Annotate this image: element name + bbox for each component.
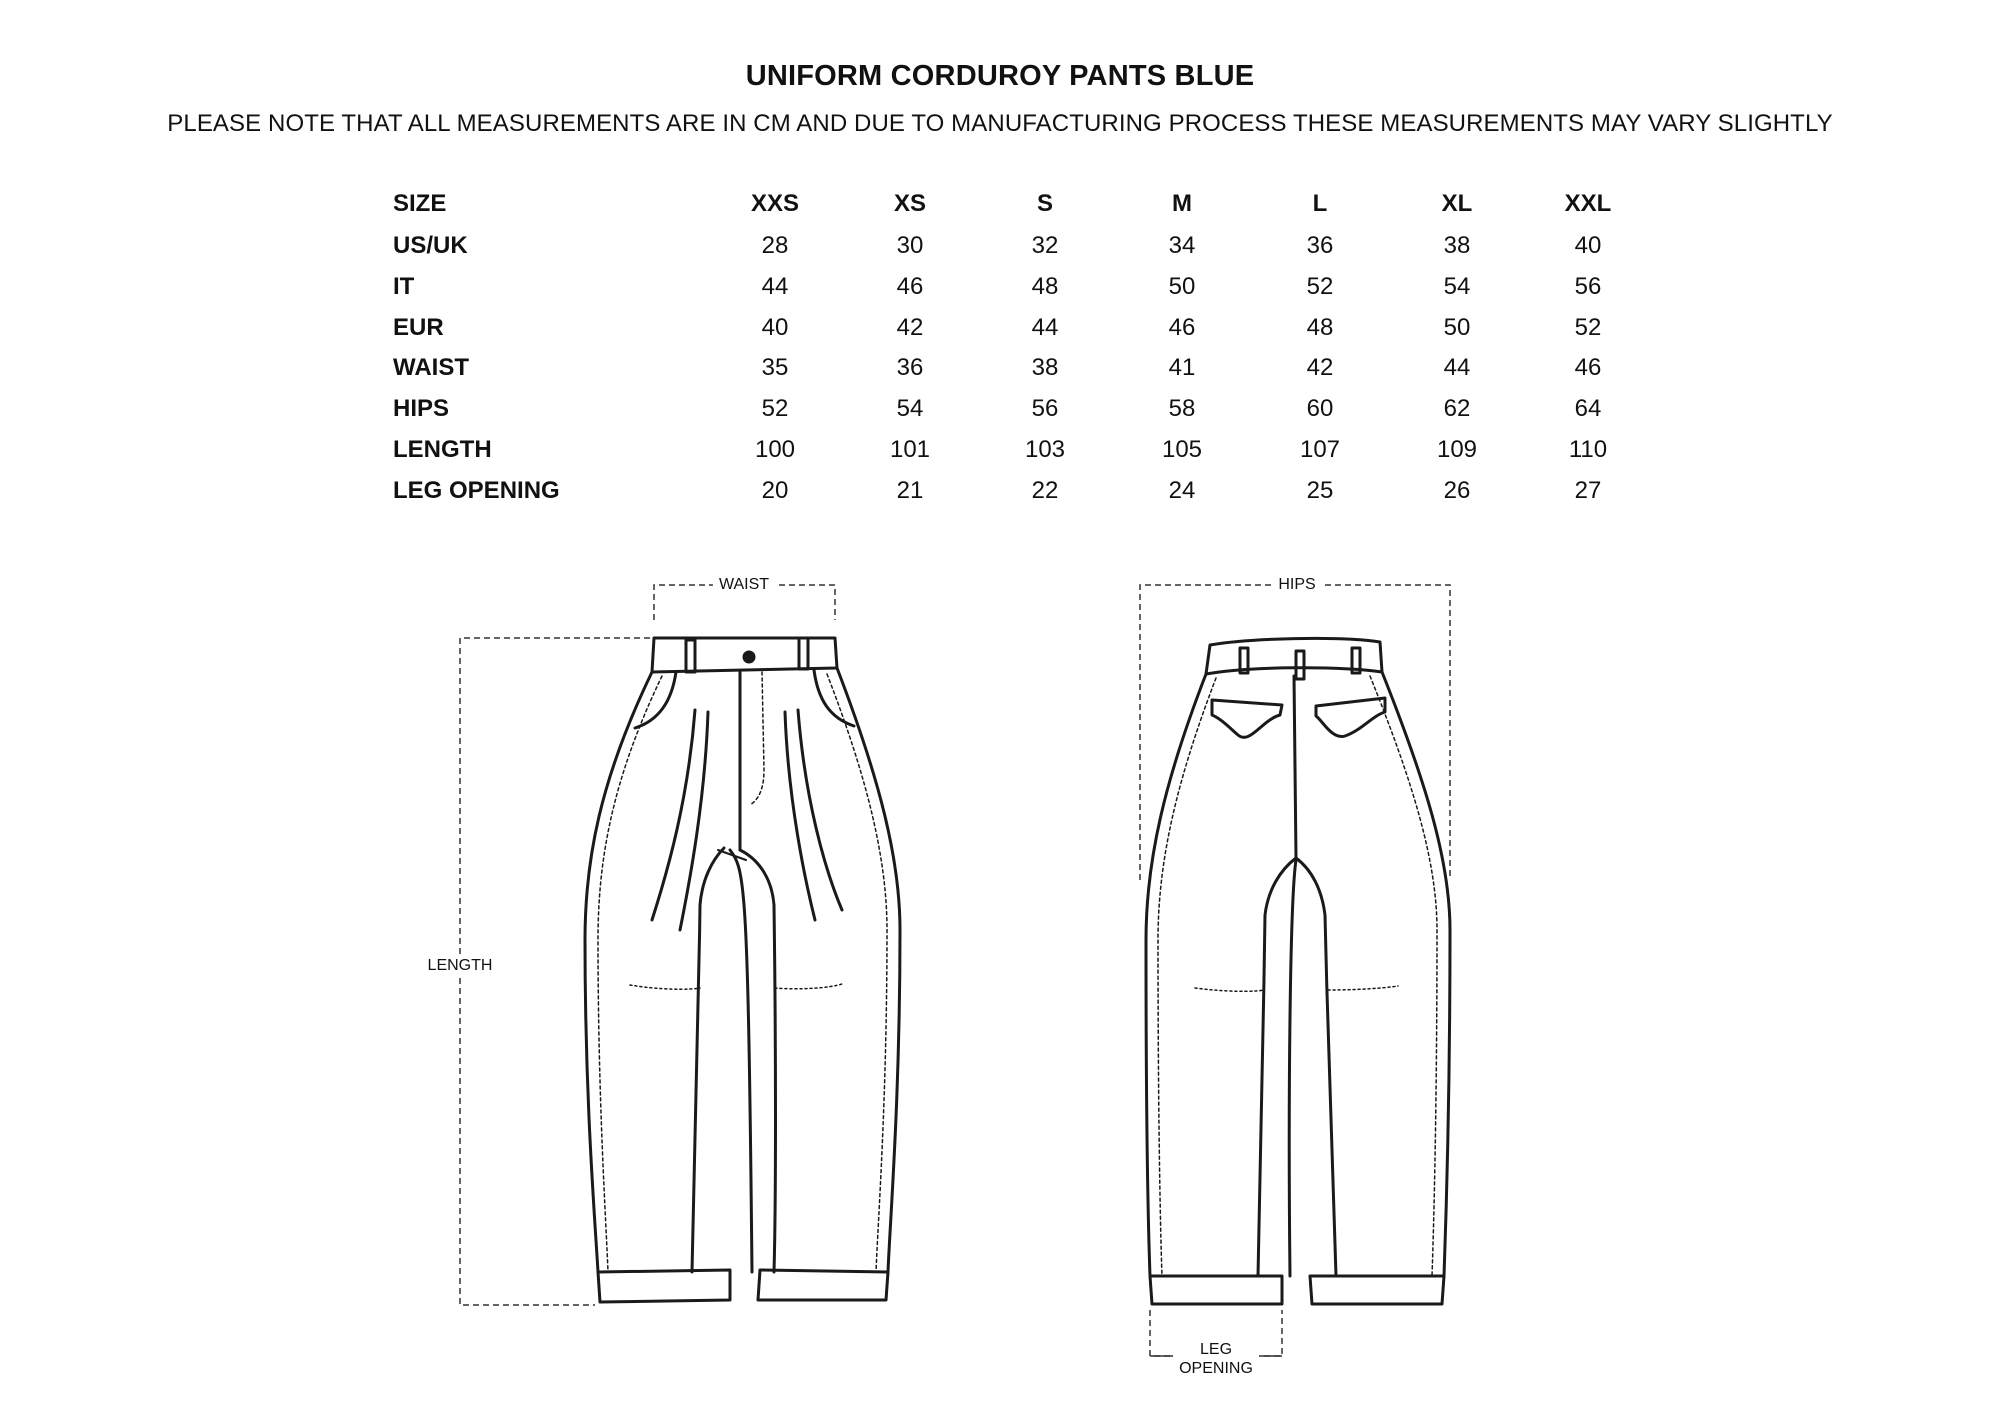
measurement-row-label: LEG OPENING (393, 476, 560, 504)
measurement-row-label: IT (393, 272, 415, 300)
dimension-lines (460, 585, 1450, 1356)
front-pants-drawing (585, 638, 900, 1302)
size-column-header: L (1312, 190, 1328, 217)
measurement-value: 44 (1031, 313, 1059, 341)
measurement-value: 24 (1168, 476, 1196, 504)
measurement-value: 103 (1024, 436, 1066, 463)
waist-dimension-label: WAIST (713, 575, 775, 594)
measurement-value: 30 (896, 232, 924, 259)
measurement-value: 110 (1568, 436, 1608, 463)
size-column-header: M (1172, 190, 1192, 217)
measurement-value: 32 (1031, 232, 1059, 259)
leg-opening-label-line2: OPENING (1179, 1360, 1253, 1377)
measurement-value: 40 (761, 313, 789, 341)
measurement-value: 64 (1574, 395, 1602, 423)
measurement-value: 105 (1161, 436, 1203, 463)
back-pants-drawing (1146, 638, 1450, 1304)
measurement-value: 56 (1031, 395, 1059, 423)
measurement-value: 34 (1168, 232, 1196, 259)
measurement-value: 36 (896, 354, 924, 382)
measurement-value: 50 (1443, 313, 1471, 341)
measurement-value: 40 (1574, 232, 1602, 259)
measurement-value: 107 (1299, 436, 1341, 463)
measurement-value: 22 (1031, 476, 1059, 504)
measurement-value: 27 (1574, 476, 1602, 504)
measurement-row-label: EUR (393, 313, 444, 341)
measurement-value: 56 (1574, 272, 1602, 300)
measurement-row-label: WAIST (393, 354, 469, 382)
measurement-value: 60 (1306, 395, 1334, 423)
measurement-value: 48 (1306, 313, 1334, 341)
measurement-value: 44 (1443, 354, 1471, 382)
measurement-value: 36 (1306, 232, 1334, 259)
measurement-value: 46 (1574, 354, 1602, 382)
measurement-value: 38 (1031, 354, 1059, 382)
size-column-header: XXS (750, 190, 800, 217)
measurement-value: 54 (896, 395, 924, 423)
measurement-value: 42 (1306, 354, 1334, 382)
measurement-value: 46 (1168, 313, 1196, 341)
measurement-value: 28 (761, 232, 789, 259)
measurement-value: 41 (1168, 354, 1196, 382)
measurement-row-label: US/UK (393, 232, 468, 259)
measurement-value: 52 (761, 395, 789, 423)
measurement-value: 62 (1443, 395, 1471, 423)
measurement-value: 20 (761, 476, 789, 504)
size-header-label: SIZE (393, 190, 447, 217)
measurement-value: 35 (761, 354, 789, 382)
measurement-value: 21 (896, 476, 924, 504)
leg-opening-dimension-label (1173, 1340, 1259, 1378)
measurement-value: 46 (896, 272, 924, 300)
measurement-value: 26 (1443, 476, 1471, 504)
measurement-note: PLEASE NOTE THAT ALL MEASUREMENTS ARE IN CM AND DUE TO MANUFACTURING PROCESS THESE MEASUREMENTS MAY VARY SLIGHTLY (167, 110, 1833, 137)
measurement-value: 58 (1168, 395, 1196, 423)
measurement-value: 101 (889, 436, 931, 463)
measurement-row-label: HIPS (393, 395, 450, 423)
measurement-value: 54 (1443, 272, 1471, 300)
measurement-value: 109 (1436, 436, 1478, 463)
size-column-header: XS (893, 190, 927, 217)
length-dimension-label: LENGTH (422, 956, 499, 975)
hips-dimension-label: HIPS (1272, 575, 1321, 594)
measurement-value: 52 (1306, 272, 1334, 300)
size-column-header: XL (1441, 190, 1473, 217)
measurement-row-label: LENGTH (393, 436, 492, 463)
measurement-value: 52 (1574, 313, 1602, 341)
measurement-value: 50 (1168, 272, 1196, 300)
size-column-header: XXL (1564, 190, 1612, 217)
size-column-header: S (1036, 190, 1054, 217)
page-title: UNIFORM CORDUROY PANTS BLUE (745, 60, 1255, 92)
leg-opening-label-line1: LEG (1199, 1341, 1233, 1358)
measurement-value: 100 (754, 436, 796, 463)
measurement-value: 42 (896, 313, 924, 341)
measurement-value: 44 (761, 272, 789, 300)
measurement-value: 25 (1306, 476, 1334, 504)
measurement-value: 48 (1031, 272, 1059, 300)
measurement-value: 38 (1443, 232, 1471, 259)
